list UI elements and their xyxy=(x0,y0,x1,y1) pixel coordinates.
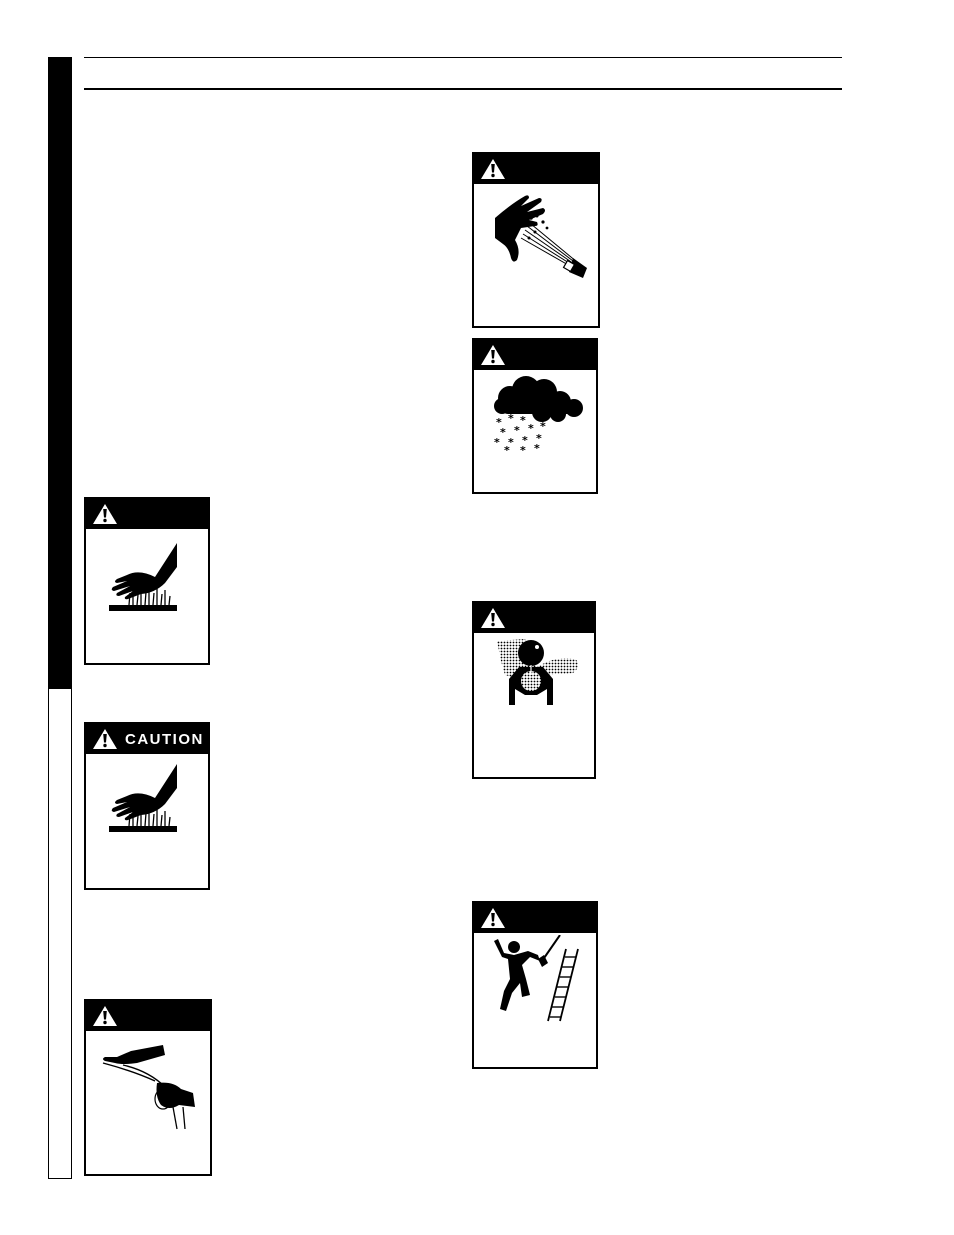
svg-text:*: * xyxy=(504,444,510,454)
warning-label-header xyxy=(474,340,596,370)
alert-triangle-icon xyxy=(92,728,118,750)
warning-label-header xyxy=(86,499,208,529)
hot-surface-icon xyxy=(97,537,197,615)
alert-triangle-icon xyxy=(480,907,506,929)
header-rule-thick xyxy=(84,88,842,90)
svg-text:*: * xyxy=(534,442,540,454)
svg-text:*: * xyxy=(536,432,542,445)
hose-handling-icon xyxy=(93,1041,203,1131)
svg-text:*: * xyxy=(520,414,526,427)
svg-text:*: * xyxy=(520,444,526,454)
warning-label-header xyxy=(474,903,596,933)
warning-label-header xyxy=(86,1001,210,1031)
side-tab-outline xyxy=(48,689,72,1179)
svg-text:*: * xyxy=(508,412,514,425)
freezing-weather-icon xyxy=(480,374,590,454)
warning-label-high-pressure-injection xyxy=(472,152,600,328)
alert-triangle-icon xyxy=(92,1005,118,1027)
toxic-fumes-icon xyxy=(479,635,589,715)
alert-triangle-icon xyxy=(480,607,506,629)
alert-triangle-icon xyxy=(480,344,506,366)
svg-text:*: * xyxy=(494,436,500,449)
caution-label-header xyxy=(86,724,208,754)
warning-label-toxic-fumes xyxy=(472,601,596,779)
alert-triangle-icon xyxy=(480,158,506,180)
fall-from-ladder-icon xyxy=(480,935,590,1025)
svg-text:*: * xyxy=(528,422,534,435)
warning-label-freezing-weather xyxy=(472,338,598,494)
warning-label-header xyxy=(474,154,598,184)
warning-label-header xyxy=(474,603,594,633)
warning-label-hot-surface xyxy=(84,497,210,665)
svg-text:*: * xyxy=(522,434,528,447)
svg-text:*: * xyxy=(508,436,514,449)
caution-label-hot-surface xyxy=(84,722,210,890)
svg-text:*: * xyxy=(500,426,506,439)
warning-label-hose-handling xyxy=(84,999,212,1176)
side-tab-black xyxy=(48,57,72,689)
caution-label-header-text: CAUTION xyxy=(125,730,204,748)
header-rule-thin xyxy=(84,57,842,58)
svg-text:*: * xyxy=(496,416,502,429)
high-pressure-injection-icon xyxy=(481,188,591,288)
svg-text:*: * xyxy=(540,420,546,433)
svg-text:*: * xyxy=(514,424,520,437)
warning-label-fall-hazard xyxy=(472,901,598,1069)
alert-triangle-icon xyxy=(92,503,118,525)
hot-surface-icon xyxy=(97,758,197,836)
